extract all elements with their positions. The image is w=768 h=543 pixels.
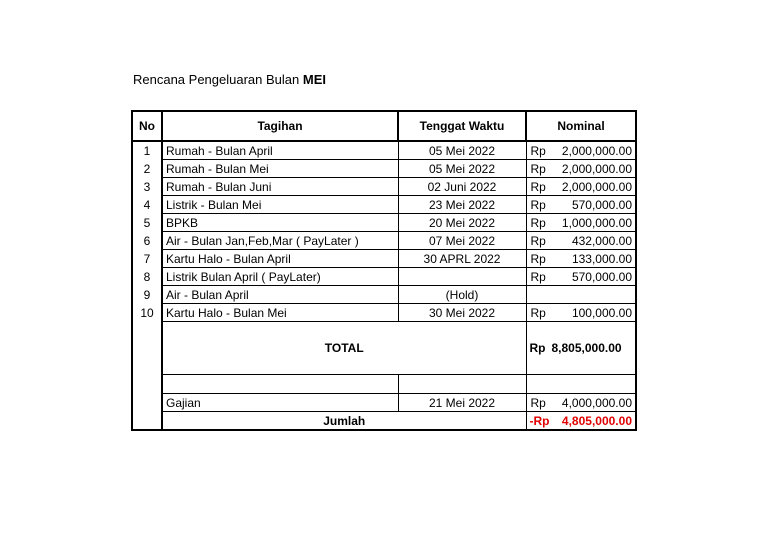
blank-row [132,375,636,394]
row-tagihan: Rumah - Bulan Juni [162,178,398,196]
row-amount: 1,000,000.00 [561,215,632,230]
header-tagihan: Tagihan [162,111,398,141]
row-tagihan: Rumah - Bulan Mei [162,160,398,178]
row-tagihan: Listrik Bulan April ( PayLater) [162,268,398,286]
total-currency: Rp [529,341,546,355]
row-amount: 100,000.00 [571,305,632,320]
row-nominal [526,268,636,286]
row-nominal [526,286,636,304]
row-amount: 570,000.00 [571,269,632,284]
table-row [132,304,636,322]
total-label: TOTAL [162,322,526,375]
gajian-currency: Rp [530,395,546,410]
row-amount: 2,000,000.00 [561,161,632,176]
gajian-amount: 4,000,000.00 [561,395,632,410]
row-no: 5 [132,214,162,232]
row-amount: 133,000.00 [571,251,632,266]
row-amount: 2,000,000.00 [561,143,632,158]
header-tenggat: Tenggat Waktu [398,111,526,141]
row-nominal [526,141,636,160]
row-tenggat: (Hold) [398,286,526,304]
row-no: 4 [132,196,162,214]
row-no: 8 [132,268,162,286]
table-row [132,178,636,196]
table-row [132,268,636,286]
table-row [132,141,636,160]
row-currency: Rp [530,197,546,212]
row-nominal [526,232,636,250]
row-tagihan: Kartu Halo - Bulan April [162,250,398,268]
row-tenggat: 30 APRL 2022 [398,250,526,268]
title-month: MEI [302,72,326,87]
row-currency: Rp [530,305,546,320]
table-row [132,160,636,178]
row-amount: 570,000.00 [571,197,632,212]
row-tagihan: Air - Bulan Jan,Feb,Mar ( PayLater ) [162,232,398,250]
row-tenggat: 07 Mei 2022 [398,232,526,250]
row-tenggat: 02 Juni 2022 [398,178,526,196]
row-amount: 432,000.00 [571,233,632,248]
row-currency: Rp [530,251,546,266]
row-nominal [526,304,636,322]
jumlah-label: Jumlah [162,412,526,431]
gajian-label: Gajian [162,394,398,412]
header-row [132,111,636,141]
row-tagihan: Air - Bulan April [162,286,398,304]
expense-table [131,110,637,431]
row-currency: Rp [530,215,546,230]
row-nominal [526,178,636,196]
row-nominal [526,214,636,232]
row-tenggat: 05 Mei 2022 [398,160,526,178]
jumlah-currency: -Rp [529,413,550,428]
row-currency: Rp [530,233,546,248]
title-text: Rencana Pengeluaran Bulan [133,72,303,87]
row-currency: Rp [530,161,546,176]
table-row [132,232,636,250]
header-nominal: Nominal [526,111,636,141]
row-currency: Rp [530,143,546,158]
row-tenggat [398,268,526,286]
row-nominal [526,196,636,214]
row-tenggat: 05 Mei 2022 [398,141,526,160]
header-no: No [132,111,162,141]
gajian-tenggat: 21 Mei 2022 [398,394,526,412]
jumlah-nominal [526,412,636,431]
row-no: 6 [132,232,162,250]
row-tenggat: 30 Mei 2022 [398,304,526,322]
row-currency: Rp [530,269,546,284]
gajian-nominal [526,394,636,412]
table-row [132,250,636,268]
row-tagihan: Rumah - Bulan April [162,141,398,160]
page-title [133,72,326,87]
row-nominal [526,250,636,268]
row-no: 10 [132,304,162,322]
table-row [132,196,636,214]
row-no: 2 [132,160,162,178]
table-row [132,214,636,232]
total-nominal [526,322,636,375]
jumlah-row [132,412,636,431]
row-no: 1 [132,141,162,160]
table-row [132,286,636,304]
jumlah-amount: 4,805,000.00 [561,413,632,428]
row-no: 9 [132,286,162,304]
row-tagihan: Kartu Halo - Bulan Mei [162,304,398,322]
total-row [132,322,636,375]
row-tenggat: 23 Mei 2022 [398,196,526,214]
row-tagihan: BPKB [162,214,398,232]
gajian-row [132,394,636,412]
row-tagihan: Listrik - Bulan Mei [162,196,398,214]
row-tenggat: 20 Mei 2022 [398,214,526,232]
row-nominal [526,160,636,178]
total-amount: 8,805,000.00 [551,341,622,355]
row-currency: Rp [530,179,546,194]
row-no: 3 [132,178,162,196]
row-amount: 2,000,000.00 [561,179,632,194]
row-no: 7 [132,250,162,268]
